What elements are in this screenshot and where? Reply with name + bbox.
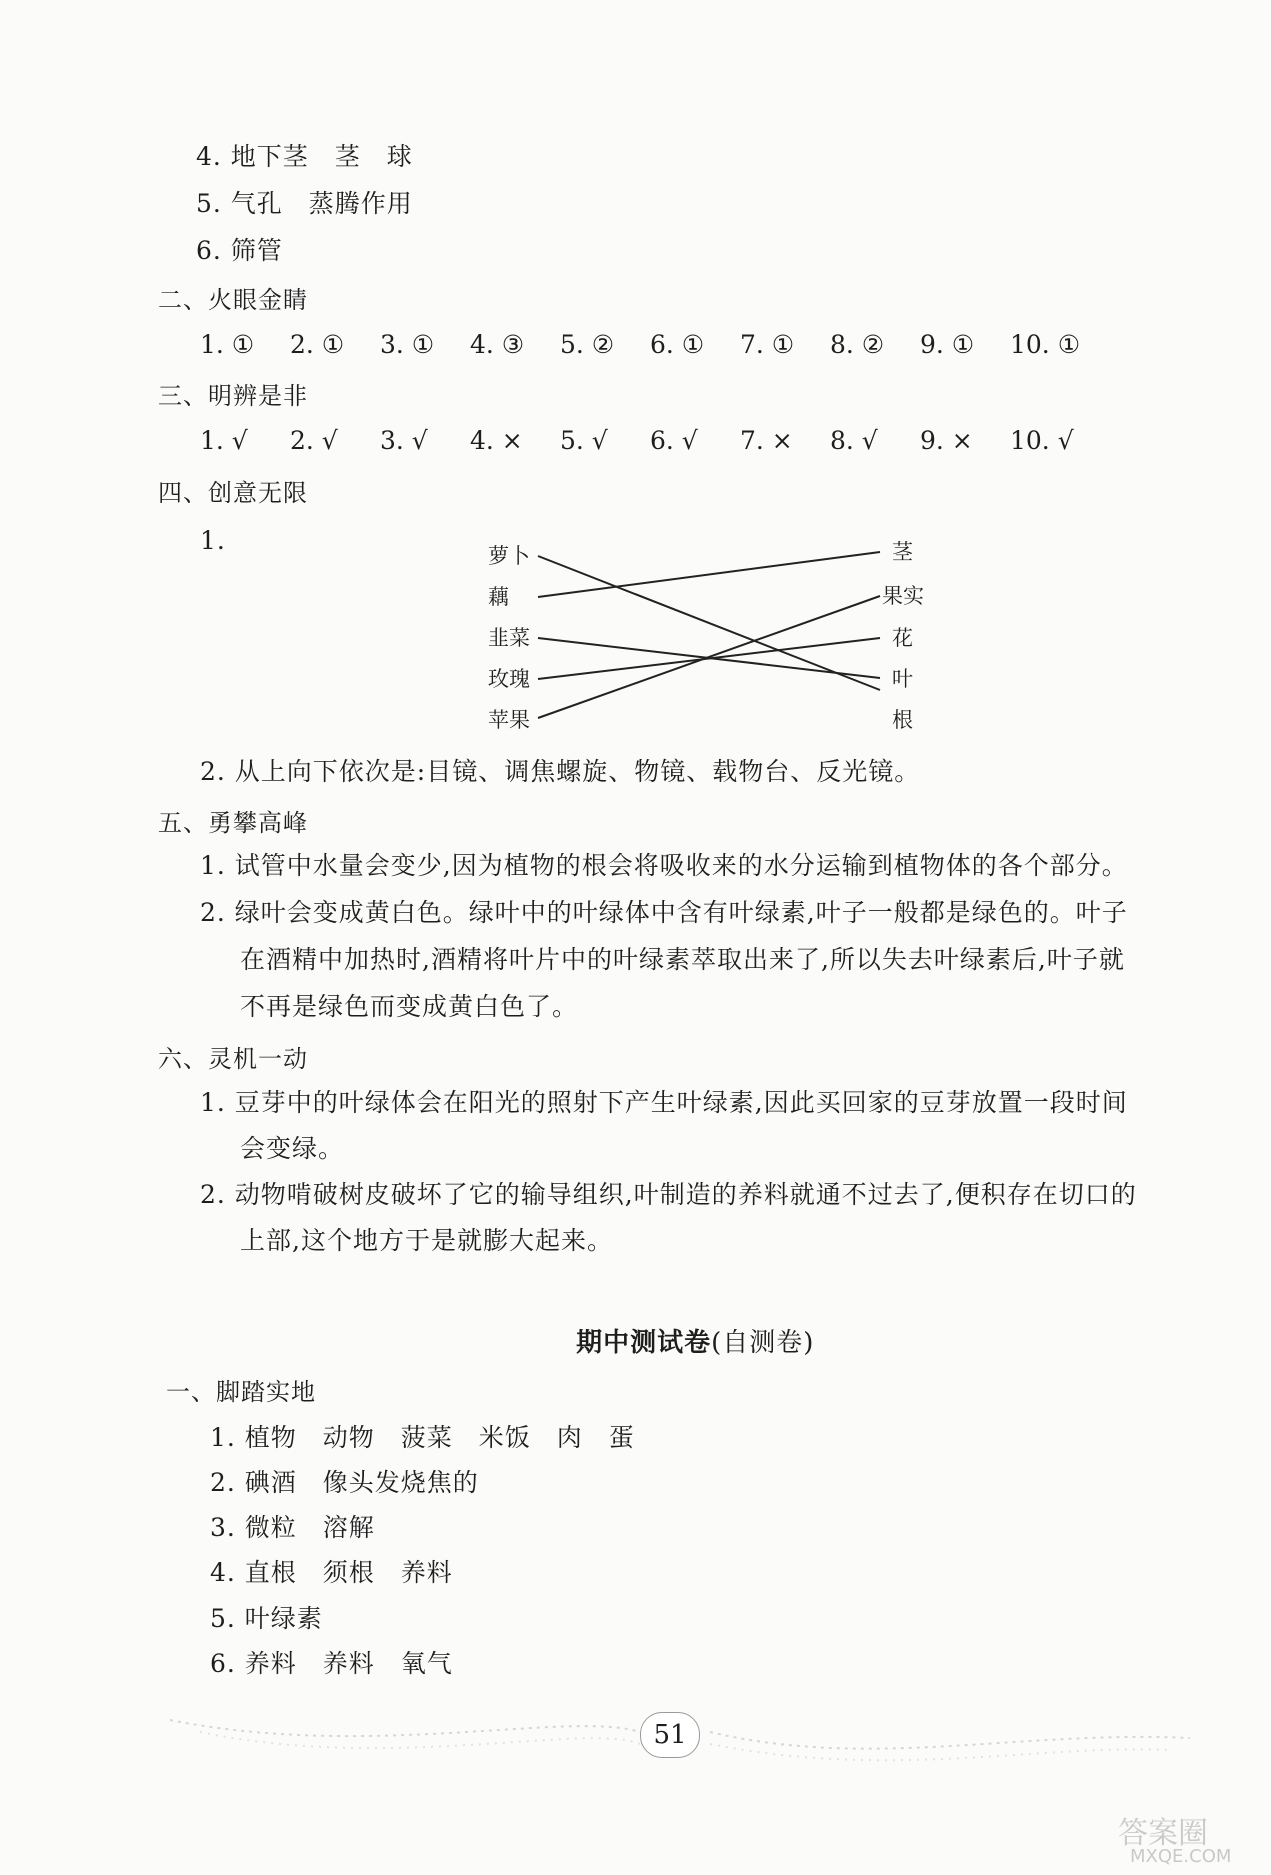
answer-line: 1. 试管中水量会变少,因为植物的根会将吸收来的水分运输到植物体的各个部分。 xyxy=(200,851,1128,880)
section-heading: 五、勇攀高峰 xyxy=(158,809,308,837)
answer-item: 1. √ xyxy=(200,426,248,455)
answer-line: 2. 绿叶会变成黄白色。绿叶中的叶绿体中含有叶绿素,叶子一般都是绿色的。叶子 xyxy=(200,898,1128,927)
match-right-label: 果实 xyxy=(882,584,924,608)
answer-line: 6. 养料 养料 氧气 xyxy=(210,1649,453,1678)
answer-item: 4. ③ xyxy=(470,330,525,359)
answer-line: 2. 动物啃破树皮破坏了它的输导组织,叶制造的养料就通不过去了,便积存在切口的 xyxy=(200,1180,1137,1209)
answer-item: 7. ① xyxy=(740,330,795,359)
answer-row xyxy=(200,426,1100,456)
answer-item: 5. √ xyxy=(560,426,608,455)
answer-line: 上部,这个地方于是就膨大起来。 xyxy=(240,1226,613,1255)
answer-item: 8. √ xyxy=(830,426,878,455)
exam-title xyxy=(556,1298,814,1358)
answer-item: 1. ① xyxy=(200,330,255,359)
match-left-label: 韭菜 xyxy=(488,626,530,650)
answer-item: 3. ① xyxy=(380,330,435,359)
watermark-logo: 答案圈 xyxy=(1118,1816,1208,1851)
match-right-label: 根 xyxy=(892,708,913,732)
answer-item: 10. ① xyxy=(1010,330,1081,359)
answer-line: 5. 气孔 蒸腾作用 xyxy=(196,189,413,218)
match-left-label: 苹果 xyxy=(488,708,530,732)
answer-line: 5. 叶绿素 xyxy=(210,1604,323,1633)
section-heading: 六、灵机一动 xyxy=(158,1045,308,1073)
answer-item: 2. ① xyxy=(290,330,345,359)
match-right-label: 叶 xyxy=(892,667,913,691)
answer-line: 2. 碘酒 像头发烧焦的 xyxy=(210,1468,479,1497)
answer-item: 4. × xyxy=(470,426,523,455)
item-number: 1. xyxy=(200,526,226,555)
matching-diagram xyxy=(470,540,940,740)
answer-row xyxy=(200,330,1100,360)
answer-line: 不再是绿色而变成黄白色了。 xyxy=(240,992,579,1021)
section-heading: 一、脚踏实地 xyxy=(166,1378,316,1406)
answer-item: 6. ① xyxy=(650,330,705,359)
match-right-label: 花 xyxy=(892,626,913,650)
match-line xyxy=(538,596,880,718)
section-heading: 四、创意无限 xyxy=(158,479,308,507)
answer-line: 4. 直根 须根 养料 xyxy=(210,1558,453,1587)
match-right-label: 茎 xyxy=(892,540,913,564)
answer-line: 1. 豆芽中的叶绿体会在阳光的照射下产生叶绿素,因此买回家的豆芽放置一段时间 xyxy=(200,1088,1128,1117)
answer-item: 10. √ xyxy=(1010,426,1074,455)
answer-line: 4. 地下茎 茎 球 xyxy=(196,142,413,171)
exam-title-sub: (自测卷) xyxy=(711,1328,815,1358)
section-heading: 二、火眼金睛 xyxy=(158,286,308,314)
answer-item: 9. ① xyxy=(920,330,975,359)
answer-item: 2. √ xyxy=(290,426,338,455)
answer-line: 2. 从上向下依次是:目镜、调焦螺旋、物镜、载物台、反光镜。 xyxy=(200,757,921,786)
answer-item: 8. ② xyxy=(830,330,885,359)
watermark-url: MXQE.COM xyxy=(1130,1846,1232,1867)
answer-line: 在酒精中加热时,酒精将叶片中的叶绿素萃取出来了,所以失去叶绿素后,叶子就 xyxy=(240,945,1125,974)
answer-item: 3. √ xyxy=(380,426,428,455)
answer-item: 9. × xyxy=(920,426,973,455)
match-left-label: 玫瑰 xyxy=(488,667,530,691)
answer-line: 会变绿。 xyxy=(240,1134,345,1163)
exam-title-main: 期中测试卷 xyxy=(576,1328,712,1358)
match-left-label: 藕 xyxy=(488,585,509,609)
match-line xyxy=(538,556,880,690)
matching-lines xyxy=(470,540,940,740)
match-left-label: 萝卜 xyxy=(488,544,530,568)
answer-line: 3. 微粒 溶解 xyxy=(210,1513,375,1542)
match-line xyxy=(538,552,880,597)
answer-item: 5. ② xyxy=(560,330,615,359)
section-heading: 三、明辨是非 xyxy=(158,382,308,410)
answer-line: 6. 筛管 xyxy=(196,236,283,265)
answer-item: 7. × xyxy=(740,426,793,455)
answer-line: 1. 植物 动物 菠菜 米饭 肉 蛋 xyxy=(210,1423,635,1452)
answer-item: 6. √ xyxy=(650,426,698,455)
page-number: 51 xyxy=(640,1712,700,1758)
